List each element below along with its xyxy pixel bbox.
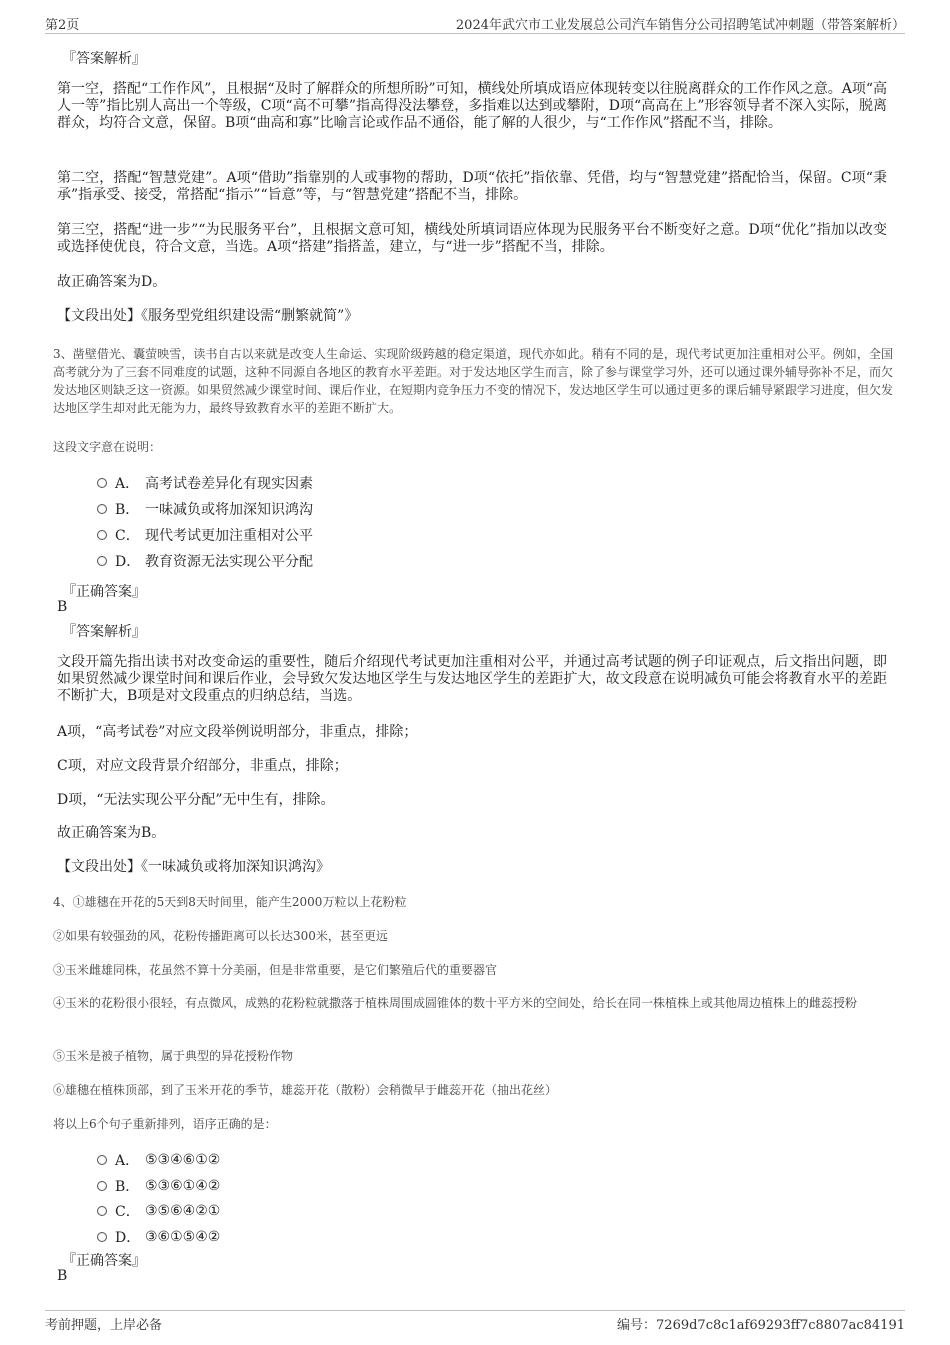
q4-option-c[interactable]: C． ③⑤⑥④②① <box>97 1202 220 1220</box>
q4-sentence-3: ③玉米雌雄同株，花虽然不算十分美丽，但是非常重要，是它们繁殖后代的重要器官 <box>53 963 498 977</box>
radio-icon[interactable] <box>97 530 107 540</box>
document-id: 编号：7269d7c8c1af69293ff7c8807ac84191 <box>617 1318 905 1333</box>
q4-option-b[interactable]: B． ⑤③⑥①④② <box>97 1177 220 1195</box>
q3-option-b[interactable]: B． 一味减负或将加深知识鸿沟 <box>97 500 313 518</box>
page-footer <box>45 1310 905 1333</box>
q4-option-d[interactable]: D． ③⑥①⑤④② <box>97 1228 220 1246</box>
correct-answer-label: 『正确答案』 <box>62 1253 146 1269</box>
radio-icon[interactable] <box>97 504 107 514</box>
q3-option-d[interactable]: D． 教育资源无法实现公平分配 <box>97 552 313 570</box>
q4-option-a[interactable]: A． ⑤③④⑥①② <box>97 1151 220 1169</box>
q3-option-a[interactable]: A． 高考试卷差异化有现实因素 <box>97 474 313 492</box>
analysis-paragraph-2: 第二空，搭配“智慧党建”。A项“借助”指靠别的人或事物的帮助，D项“依托”指依靠、凭借，均与“智慧党建”搭配恰当，保留。C项“秉承”指承受、接受，常搭配“指示”“旨意”等，与“智慧党建”搭配不当，排除。 <box>57 170 887 203</box>
q3-analysis: 文段开篇先指出读书对改变命运的重要性，随后介绍现代考试更加注重相对公平，并通过高考试题的例子印证观点，后文指出问题，即如果贸然减少课堂时间和课后作业，会导致欠发达地区学生与发达地区学生的差距扩大，故文段意在说明减负可能会将教育水平的差距不断扩大，B项是对文段重点的归纳总结，当选。 <box>57 654 887 704</box>
footer-slogan: 考前押题，上岸必备 <box>45 1318 163 1333</box>
radio-icon[interactable] <box>97 1232 107 1242</box>
q4-sentence-5: ⑤玉米是被子植物，属于典型的异花授粉作物 <box>53 1049 294 1063</box>
radio-icon[interactable] <box>97 556 107 566</box>
analysis-paragraph-1: 第一空，搭配“工作作风”，且根据“及时了解群众的所想所盼”可知，横线处所填成语应体现转变以往脱离群众的工作作风之意。A项“高人一等”指比别人高出一个等级，C项“高不可攀”指高得没法攀登，多指难以达到或攀附，D项“高高在上”形容领导者不深入实际，脱离群众，均符合文意，保留。B项“曲高和寡”比喻言论或作品不通俗，能了解的人很少，与“工作作风”搭配不当，排除。 <box>57 81 887 131</box>
document-title: 2024年武穴市工业发展总公司汽车销售分公司招聘笔试冲刺题（带答案解析） <box>455 18 905 33</box>
correct-answer: B <box>57 1268 68 1284</box>
answer-conclusion: 故正确答案为B。 <box>57 825 166 841</box>
q3-option-c[interactable]: C． 现代考试更加注重相对公平 <box>97 526 313 544</box>
analysis-paragraph-3: 第三空，搭配“进一步”“为民服务平台”，且根据文意可知，横线处所填词语应体现为民服务平台不断变好之意。D项“优化”指加以改变或选择使优良，符合文意，当选。A项“搭建”指搭盖，建立，与“进一步”搭配不当，排除。 <box>57 222 887 255</box>
q4-sentence-1: 4、①雄穗在开花的5天到8天时间里，能产生2000万粒以上花粉粒 <box>53 895 407 909</box>
question-4-prompt: 将以上6个句子重新排列，语序正确的是： <box>53 1117 277 1131</box>
radio-icon[interactable] <box>97 1181 107 1191</box>
radio-icon[interactable] <box>97 478 107 488</box>
q3-note-d: D项，“无法实现公平分配”无中生有，排除。 <box>57 792 335 808</box>
question-3-stem: 3、凿壁借光、囊萤映雪，读书自古以来就是改变人生命运、实现阶级跨越的稳定渠道，现代亦如此。稍有不同的是，现代考试更加注重相对公平。例如，全国高考就分为了三套不同难度的试题，这种不同源自各地区的教育水平差距。对于发达地区学生而言，除了参与课堂学习外，还可以通过课外辅导弥补不足，而欠发达地区则缺乏这一资源。如果贸然减少课堂时间、课后作业，在短期内竞争压力不变的情况下，发达地区学生可以通过更多的课后辅导紧跟学习进度，但欠发达地区学生却对此无能为力，最终导致教育水平的差距不断扩大。 <box>53 347 894 415</box>
radio-icon[interactable] <box>97 1206 107 1216</box>
q4-sentence-6: ⑥雄穗在植株顶部，到了玉米开花的季节，雄蕊开花（散粉）会稍微早于雌蕊开花（抽出花丝） <box>53 1083 558 1097</box>
q4-sentence-4: ④玉米的花粉很小很轻，有点微风，成熟的花粉粒就撒落于植株周围成圆锥体的数十平方米的空间处，给长在同一株植株上或其他周边植株上的雌蕊授粉 <box>53 996 858 1010</box>
q3-note-a: A项，“高考试卷”对应文段举例说明部分，非重点，排除； <box>57 724 418 740</box>
q3-note-c: C项，对应文段背景介绍部分，非重点，排除； <box>57 758 348 774</box>
radio-icon[interactable] <box>97 1155 107 1165</box>
correct-answer-label: 『正确答案』 <box>62 584 146 600</box>
analysis-label: 『答案解析』 <box>62 51 146 67</box>
page-number: 第2页 <box>45 18 80 33</box>
passage-source: 【文段出处】《一味减负或将加深知识鸿沟》 <box>57 859 330 875</box>
page-header <box>45 12 905 34</box>
correct-answer: B <box>57 599 68 615</box>
q4-sentence-2: ②如果有较强劲的风，花粉传播距离可以长达300米，甚至更远 <box>53 929 388 943</box>
passage-source: 【文段出处】《服务型党组织建设需“删繁就简”》 <box>57 308 359 324</box>
analysis-label: 『答案解析』 <box>62 624 146 640</box>
question-3-prompt: 这段文字意在说明： <box>53 440 162 454</box>
answer-conclusion: 故正确答案为D。 <box>57 274 167 290</box>
